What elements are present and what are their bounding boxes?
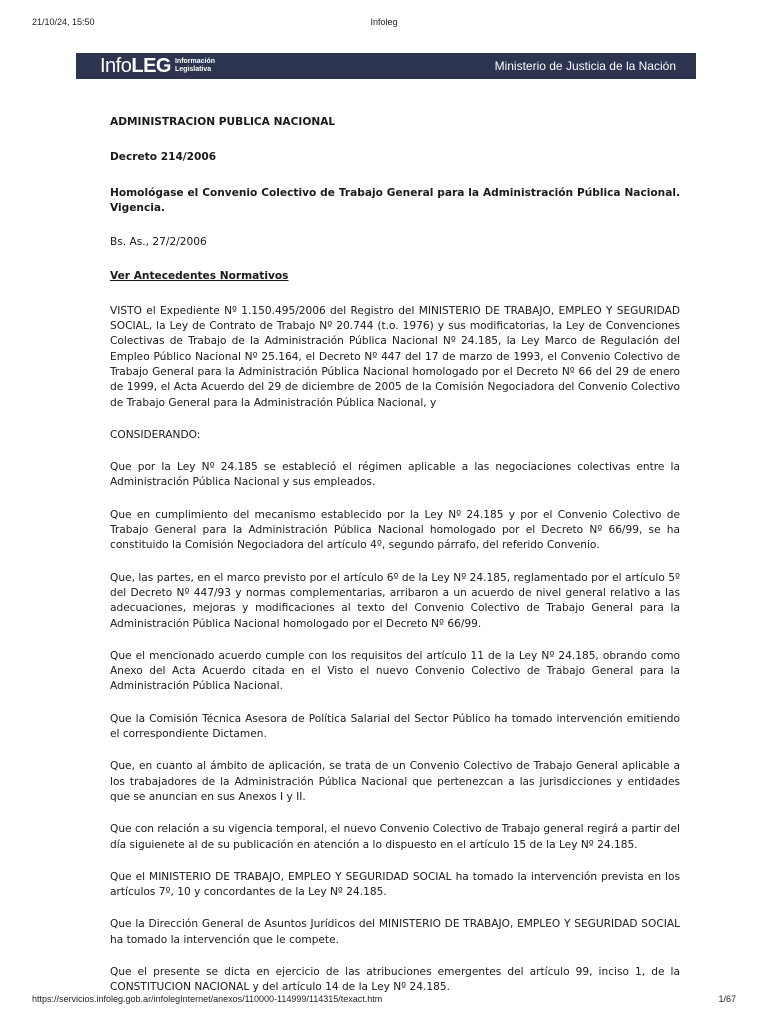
antecedents-link[interactable]: Ver Antecedentes Normativos — [110, 270, 289, 283]
print-page-title: Infoleg — [370, 17, 398, 27]
paragraph: Que, las partes, en el marco previsto por el artículo 6º de la Ley Nº 24.185, reglamentado por el artículo 5º del Decreto Nº 447/93 y normas complementarias, arribaron a un acuerdo de nivel general relativo a las adecuaciones, mejoras y modificaciones al texto del Convenio Colectivo de Trabajo General para la Administración Pública Nacional homologado por el Decreto Nº 66/99. — [110, 571, 680, 630]
paragraph: Que con relación a su vigencia temporal, el nuevo Convenio Colectivo de Trabajo general regirá a partir del día siguienete al de su publicación en atención a lo dispuesto en el artículo 15 de la Ley Nº 24.185. — [110, 823, 680, 851]
paragraph: Que la Dirección General de Asuntos Jurídicos del MINISTERIO DE TRABAJO, EMPLEO Y SEGURIDAD SOCIAL ha tomado la intervención que le compete. — [110, 918, 680, 946]
print-header — [0, 17, 768, 31]
document-body — [110, 115, 680, 1013]
paragraph: Que el presente se dicta en ejercicio de las atribuciones emergentes del artículo 99, inciso 1, de la CONSTITUCION NACIONAL y del artículo 14 de la Ley Nº 24.185. — [110, 965, 680, 994]
decree-number: Decreto 214/2006 — [110, 151, 217, 164]
decree-summary: Homológase el Convenio Colectivo de Trabajo General para la Administración Pública Nacional. Vigencia. — [110, 186, 680, 214]
logo-wordmark: InfoLEG — [100, 55, 171, 77]
paragraph-considerando: CONSIDERANDO: — [110, 428, 201, 441]
paragraph: Que por la Ley Nº 24.185 se estableció el régimen aplicable a las negociaciones colectivas entre la Administración Pública Nacional y sus empleados. — [110, 461, 680, 489]
paragraph: Que el MINISTERIO DE TRABAJO, EMPLEO Y SEGURIDAD SOCIAL ha tomado la intervención prevista en los artículos 7º, 10 y concordantes de la Ley Nº 24.185. — [110, 870, 680, 899]
logo-subtitle: Información Legislativa — [174, 58, 216, 73]
organism-heading: ADMINISTRACION PUBLICA NACIONAL — [110, 116, 336, 128]
infoleg-banner — [76, 53, 696, 79]
ministry-name: Ministerio de Justicia de la Nación — [494, 59, 676, 73]
paragraph-visto: VISTO el Expediente Nº 1.150.495/2006 del Registro del MINISTERIO DE TRABAJO, EMPLEO Y SEGURIDAD SOCIAL, la Ley de Contrato de Trabajo Nº 20.744 (t.o. 1976) y sus modificatorias, la Ley de Convenciones Colectivas de Trabajo de la Administración Pública Nacional Nº 24.185, la Ley Marco de Regulación del Empleo Público Nacional Nº 25.164, el Decreto Nº 447 del 17 de marzo de 1993, el Convenio Colectivo de Trabajo General para la Administración Pública Nacional homologado por el Decreto Nº 66 del 29 de enero de 1999, el Acta Acuerdo del 29 de diciembre de 2005 de la Comisión Negociadora del Convenio Colectivo de Trabajo General para la Administración Pública Nacional, y — [110, 304, 680, 409]
infoleg-logo[interactable] — [100, 53, 215, 79]
paragraph: Que en cumplimiento del mecanismo establecido por la Ley Nº 24.185 y por el Convenio Colectivo de Trabajo General para la Administración Pública Nacional homologado por el Decreto Nº 66/99, se ha constituido la Comisión Negociadora del artículo 4º, segundo párrafo, del referido Convenio. — [110, 508, 680, 552]
print-footer — [0, 994, 768, 1008]
print-datetime: 21/10/24, 15:50 — [32, 17, 95, 27]
paragraph: Que, en cuanto al ámbito de aplicación, se trata de un Convenio Colectivo de Trabajo General aplicable a los trabajadores de la Administración Pública Nacional que pertenezcan a las jurisdicciones y entidades que se anuncian en sus Anexos I y II. — [110, 760, 680, 803]
paragraph: Que la Comisión Técnica Asesora de Política Salarial del Sector Público ha tomado intervención emitiendo el correspondiente Dictamen. — [110, 712, 680, 741]
place-date: Bs. As., 27/2/2006 — [110, 236, 207, 249]
paragraph: Que el mencionado acuerdo cumple con los requisitos del artículo 11 de la Ley Nº 24.185, obrando como Anexo del Acta Acuerdo citada en el Visto el nuevo Convenio Colectivo de Trabajo General para la Administración Pública Nacional. — [110, 649, 680, 693]
page-number: 1/67 — [718, 994, 736, 1004]
page-url: https://servicios.infoleg.gob.ar/infolegInternet/anexos/110000-114999/114315/texact.htm — [32, 994, 383, 1004]
